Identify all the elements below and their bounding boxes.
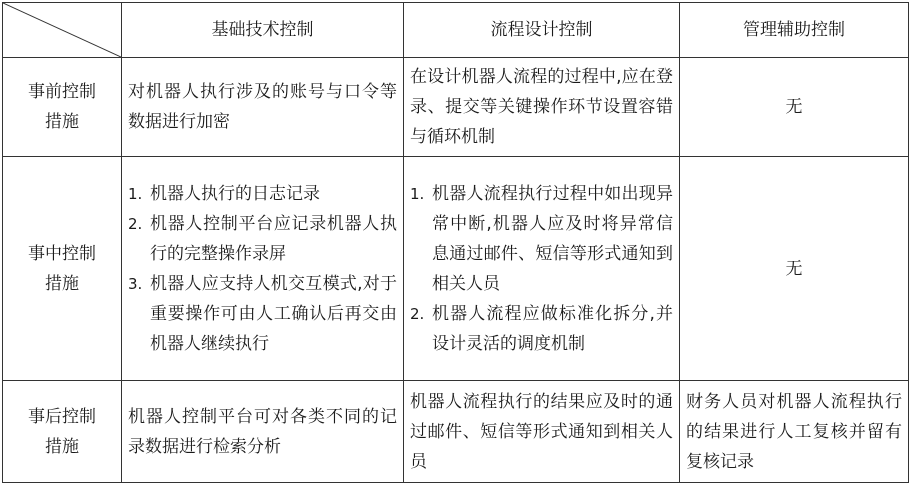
row-label-pre-control	[3, 58, 122, 157]
header-management-aux-control: 管理辅助控制	[680, 3, 909, 58]
list-item-text: 机器人执行的日志记录	[150, 183, 320, 204]
table-row	[3, 157, 909, 381]
row-label-post-control	[3, 381, 122, 483]
row-label-line: 事前控制	[28, 82, 96, 102]
row-label-line: 措施	[45, 436, 79, 457]
table-row	[3, 58, 909, 157]
cell-pre-process: 在设计机器人流程的过程中,应在登录、提交等关键操作环节设置容错与循环机制	[404, 58, 680, 157]
cell-during-process	[404, 157, 680, 381]
cell-pre-management: 无	[680, 58, 909, 157]
table-row	[3, 381, 909, 483]
list-number: 1.	[128, 184, 143, 203]
row-label-line: 事中控制	[28, 243, 96, 264]
numbered-list	[410, 179, 673, 359]
cell-pre-basic: 对机器人执行涉及的账号与口令等数据进行加密	[122, 58, 404, 157]
list-item	[410, 179, 673, 299]
list-item-text: 机器人控制平台应记录机器人执行的完整操作录屏	[150, 213, 397, 264]
list-number: 2.	[128, 214, 143, 233]
control-measures-table	[2, 2, 909, 483]
cell-during-management: 无	[680, 157, 909, 381]
corner-cell	[3, 3, 122, 58]
list-number: 2.	[410, 304, 425, 323]
list-item	[410, 299, 673, 359]
header-basic-tech-control: 基础技术控制	[122, 3, 404, 58]
row-label-during-control	[3, 157, 122, 381]
cell-post-basic: 机器人控制平台可对各类不同的记录数据进行检索分析	[122, 381, 404, 483]
row-label-line: 措施	[45, 112, 79, 132]
diagonal-divider	[3, 3, 121, 57]
list-number: 1.	[410, 184, 425, 203]
list-item	[128, 209, 397, 269]
row-label-line: 事后控制	[28, 406, 96, 427]
cell-during-basic	[122, 157, 404, 381]
header-row	[3, 3, 909, 58]
list-item	[128, 179, 397, 209]
list-item-text: 机器人流程应做标准化拆分,并设计灵活的调度机制	[432, 303, 673, 354]
list-item	[128, 269, 397, 359]
row-label-line: 措施	[45, 273, 79, 294]
list-item-text: 机器人流程执行过程中如出现异常中断,机器人应及时将异常信息通过邮件、短信等形式通知到相关人员	[432, 183, 673, 294]
list-item-text: 机器人应支持人机交互模式,对于重要操作可由人工确认后再交由机器人继续执行	[150, 273, 397, 354]
cell-post-management: 财务人员对机器人流程执行的结果进行人工复核并留有复核记录	[680, 381, 909, 483]
header-process-design-control: 流程设计控制	[404, 3, 680, 58]
numbered-list	[128, 179, 397, 359]
list-number: 3.	[128, 274, 143, 293]
cell-post-process: 机器人流程执行的结果应及时的通过邮件、短信等形式通知到相关人员	[404, 381, 680, 483]
